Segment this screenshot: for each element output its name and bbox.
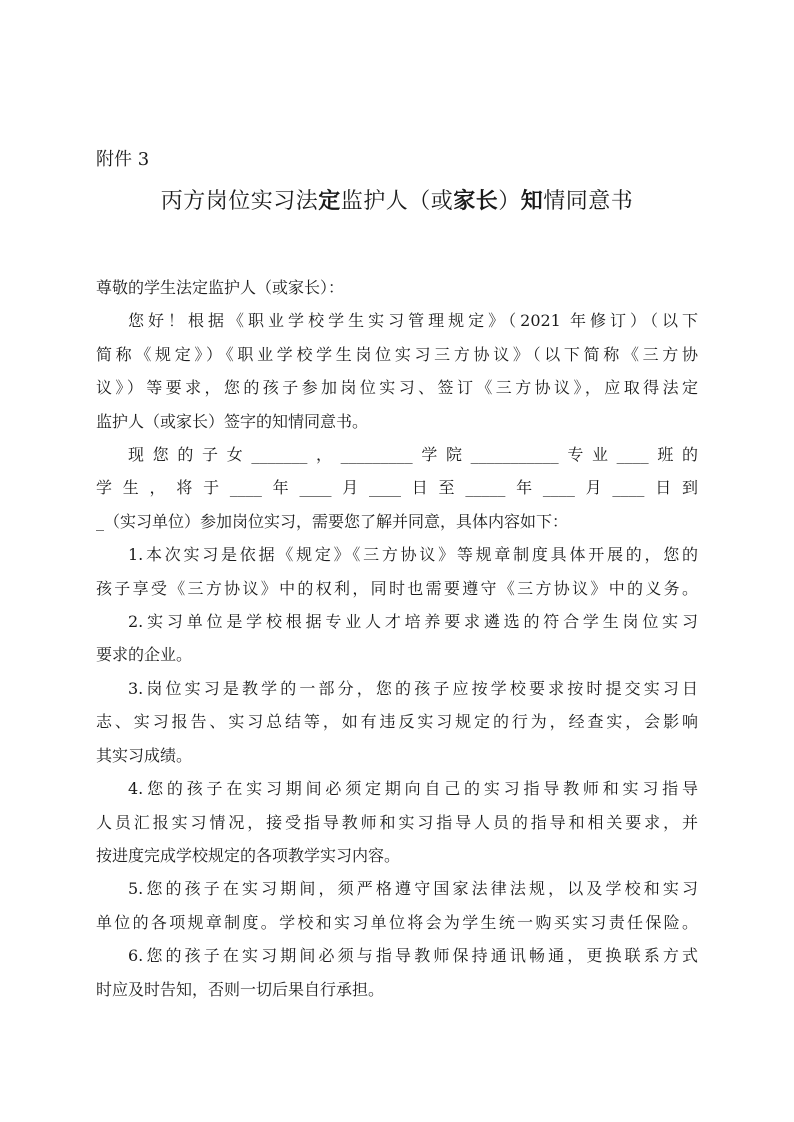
paragraph-line: 6.您的孩子在实习期间必须与指导教师保持通讯畅通，更换联系方式 (128, 946, 698, 966)
document-title (96, 186, 698, 217)
paragraph-line: 其实习成绩。 (96, 745, 193, 765)
paragraph-line: 要求的企业。 (96, 645, 193, 665)
title-segment: 情同意书 (543, 189, 634, 214)
document-body (96, 271, 698, 1006)
paragraph-line: 单位的各项规章制度。学校和实习单位将会为学生统一购买实习责任保险。 (96, 912, 698, 932)
paragraph-clause-2 (96, 605, 698, 672)
paragraph-clause-4 (96, 772, 698, 872)
title-segment: ） (498, 189, 521, 214)
title-segment-bold: 知 (520, 188, 544, 214)
paragraph-line-blanks: 现您的子女_______，_________学院___________专业____班的 (128, 445, 698, 465)
paragraph-line: 议》）等要求，您的孩子参加岗位实习、签订《三方协议》，应取得法定 (96, 378, 698, 398)
title-segment-bold: 家长 (453, 188, 499, 214)
paragraph-line: 志、实习报告、实习总结等，如有违反实习规定的行为，经查实，会影响 (96, 712, 698, 732)
paragraph-line-blanks: 学生，将于____年____月____日至_____年____月____日到 (96, 478, 698, 498)
paragraph-line: 5.您的孩子在实习期间，须严格遵守国家法律法规，以及学校和实习 (128, 879, 698, 899)
paragraph-line: 3.岗位实习是教学的一部分，您的孩子应按学校要求按时提交实习日 (128, 678, 698, 698)
paragraph-clause-5 (96, 872, 698, 939)
title-segment: 丙方岗位实习法 (160, 189, 319, 214)
salutation: 尊敬的学生法定监护人（或家长）： (96, 278, 345, 297)
title-segment: 监护人（或 (340, 189, 454, 214)
paragraph-line: 4.您的孩子在实习期间必须定期向自己的实习指导教师和实习指导 (128, 779, 698, 799)
paragraph-clause-1 (96, 538, 698, 605)
paragraph-line: 人员汇报实习情况，接受指导教师和实习指导人员的指导和相关要求，并 (96, 812, 698, 832)
paragraph-line: 按进度完成学校规定的各项教学实习内容。 (96, 845, 401, 865)
paragraph-line: 监护人（或家长）签字的知情同意书。 (96, 411, 369, 431)
paragraph-line: 简称《规定》）《职业学校学生岗位实习三方协议》（以下简称《三方协 (96, 344, 698, 364)
paragraph-clause-6 (96, 939, 698, 1006)
paragraph-line: 时应及时告知，否则一切后果自行承担。 (96, 979, 385, 999)
paragraph-line: 您好！根据《职业学校学生实习管理规定》（2021 年修订）（以下 (128, 311, 698, 331)
attachment-label: 附件 3 (96, 149, 150, 170)
paragraph-line: _（实习单位）参加岗位实习，需要您了解并同意，具体内容如下： (96, 511, 569, 531)
document-content (96, 148, 698, 1006)
paragraph-fill-in-blanks (96, 438, 698, 538)
paragraph-line: 2.实习单位是学校根据专业人才培养要求遴选的符合学生岗位实习 (128, 612, 698, 632)
title-segment-bold: 定 (318, 188, 341, 214)
paragraph-line: 1.本次实习是依据《规定》《三方协议》等规章制度具体开展的，您的 (128, 545, 698, 565)
paragraph-clause-3 (96, 672, 698, 772)
paragraph-line: 孩子享受《三方协议》中的权利，同时也需要遵守《三方协议》中的义务。 (96, 578, 698, 598)
paragraph-intro (96, 304, 698, 438)
